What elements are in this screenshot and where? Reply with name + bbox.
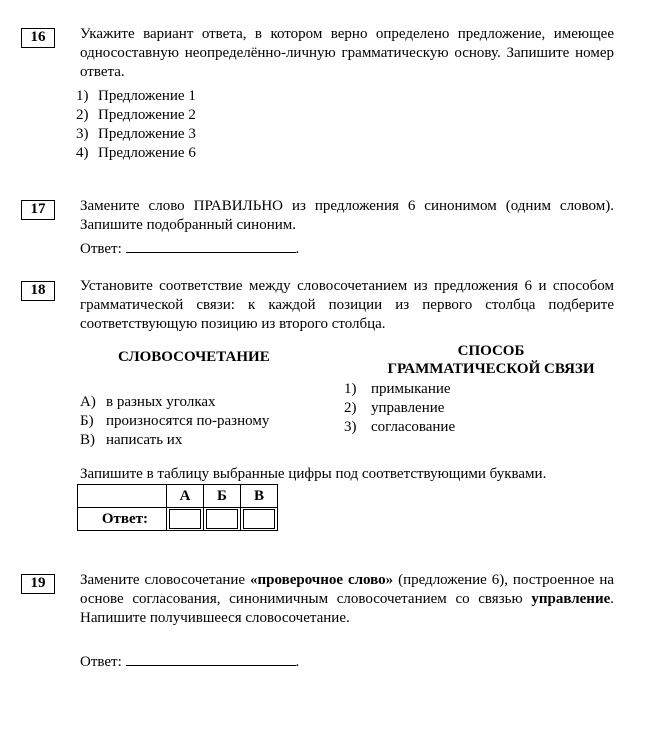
answer-cell-a[interactable] [167, 508, 204, 531]
method-item-3 [344, 418, 455, 437]
answer-end: . [295, 241, 300, 257]
task-16-option-3[interactable] [76, 125, 196, 144]
task-number-17: 17 [21, 200, 55, 220]
item-number: 3) [344, 419, 357, 435]
task-17-text: Замените слово ПРАВИЛЬНО из предложения 6 синонимом (одним словом). Запишите подобранный синоним. [80, 198, 614, 233]
text-part: Замените словосочетание [80, 572, 250, 588]
text-part: . Напишите получившееся словосочетание. [80, 591, 614, 626]
task-19-answer [80, 653, 299, 672]
task-16-option-2[interactable] [76, 106, 196, 125]
answer-cell-b[interactable] [204, 508, 241, 531]
item-label: согласование [371, 419, 456, 435]
task-number-18: 18 [21, 281, 55, 301]
task-16-option-1[interactable] [76, 87, 196, 106]
task-16-option-4[interactable] [76, 144, 196, 163]
option-number: 1) [76, 88, 89, 104]
table-corner-cell [78, 485, 167, 508]
task-18-instruction: Запишите в таблицу выбранные цифры под соответствующими буквами. [80, 466, 547, 482]
phrase-item-a [80, 393, 216, 412]
column-header-phrase: СЛОВОСОЧЕТАНИЕ [118, 349, 270, 365]
text-bold-word: управление [531, 591, 611, 607]
answer-box[interactable] [206, 509, 238, 529]
item-letter: В) [80, 432, 95, 448]
table-answer-label: Ответ: [78, 508, 167, 531]
option-label: Предложение 1 [98, 88, 196, 104]
option-label: Предложение 6 [98, 145, 196, 161]
option-label: Предложение 3 [98, 126, 196, 142]
answer-box[interactable] [169, 509, 201, 529]
answer-box[interactable] [243, 509, 275, 529]
task-17-answer [80, 240, 299, 259]
item-label: управление [371, 400, 445, 416]
answer-label: Ответ: [80, 654, 122, 670]
column-header-method-1: СПОСОБ [457, 343, 525, 359]
task-16-text: Укажите вариант ответа, в котором верно определено предложение, имеющее односоставную неопределённо-личную грамматическую основу. Запишите номер ответа. [80, 26, 614, 80]
table-header-b: Б [204, 485, 241, 508]
item-label: в разных уголках [106, 394, 216, 410]
item-letter: Б) [80, 413, 94, 429]
phrase-item-b [80, 412, 269, 431]
table-header-v: В [241, 485, 278, 508]
column-header-method-2: ГРАММАТИЧЕСКОЙ СВЯЗИ [387, 361, 595, 377]
item-number: 1) [344, 381, 357, 397]
answer-table [77, 484, 278, 531]
option-number: 2) [76, 107, 89, 123]
method-item-1 [344, 380, 451, 399]
task-number-19: 19 [21, 574, 55, 594]
answer-field[interactable] [126, 240, 296, 253]
task-number-16: 16 [21, 28, 55, 48]
task-18-text: Установите соответствие между словосочетанием из предложения 6 и способом грамматической связи: к каждой позиции из первого столбца подберите соответствующую позицию из второго столбца. [80, 278, 614, 332]
item-label: примыкание [371, 381, 451, 397]
answer-field[interactable] [126, 653, 296, 666]
item-number: 2) [344, 400, 357, 416]
phrase-item-v [80, 431, 182, 450]
text-bold-phrase: «проверочное слово» [249, 572, 394, 588]
option-number: 3) [76, 126, 89, 142]
item-label: написать их [106, 432, 183, 448]
answer-end: . [295, 654, 300, 670]
method-item-2 [344, 399, 444, 418]
answer-cell-v[interactable] [241, 508, 278, 531]
item-letter: А) [80, 394, 96, 410]
task-19-text [80, 571, 614, 628]
table-header-a: А [167, 485, 204, 508]
answer-label: Ответ: [80, 241, 122, 257]
item-label: произносятся по-разному [106, 413, 270, 429]
text-part: (предложение 6), построенное на основе согласования, синонимичным словосочетанием со связью [80, 572, 615, 607]
option-label: Предложение 2 [98, 107, 196, 123]
option-number: 4) [76, 145, 89, 161]
